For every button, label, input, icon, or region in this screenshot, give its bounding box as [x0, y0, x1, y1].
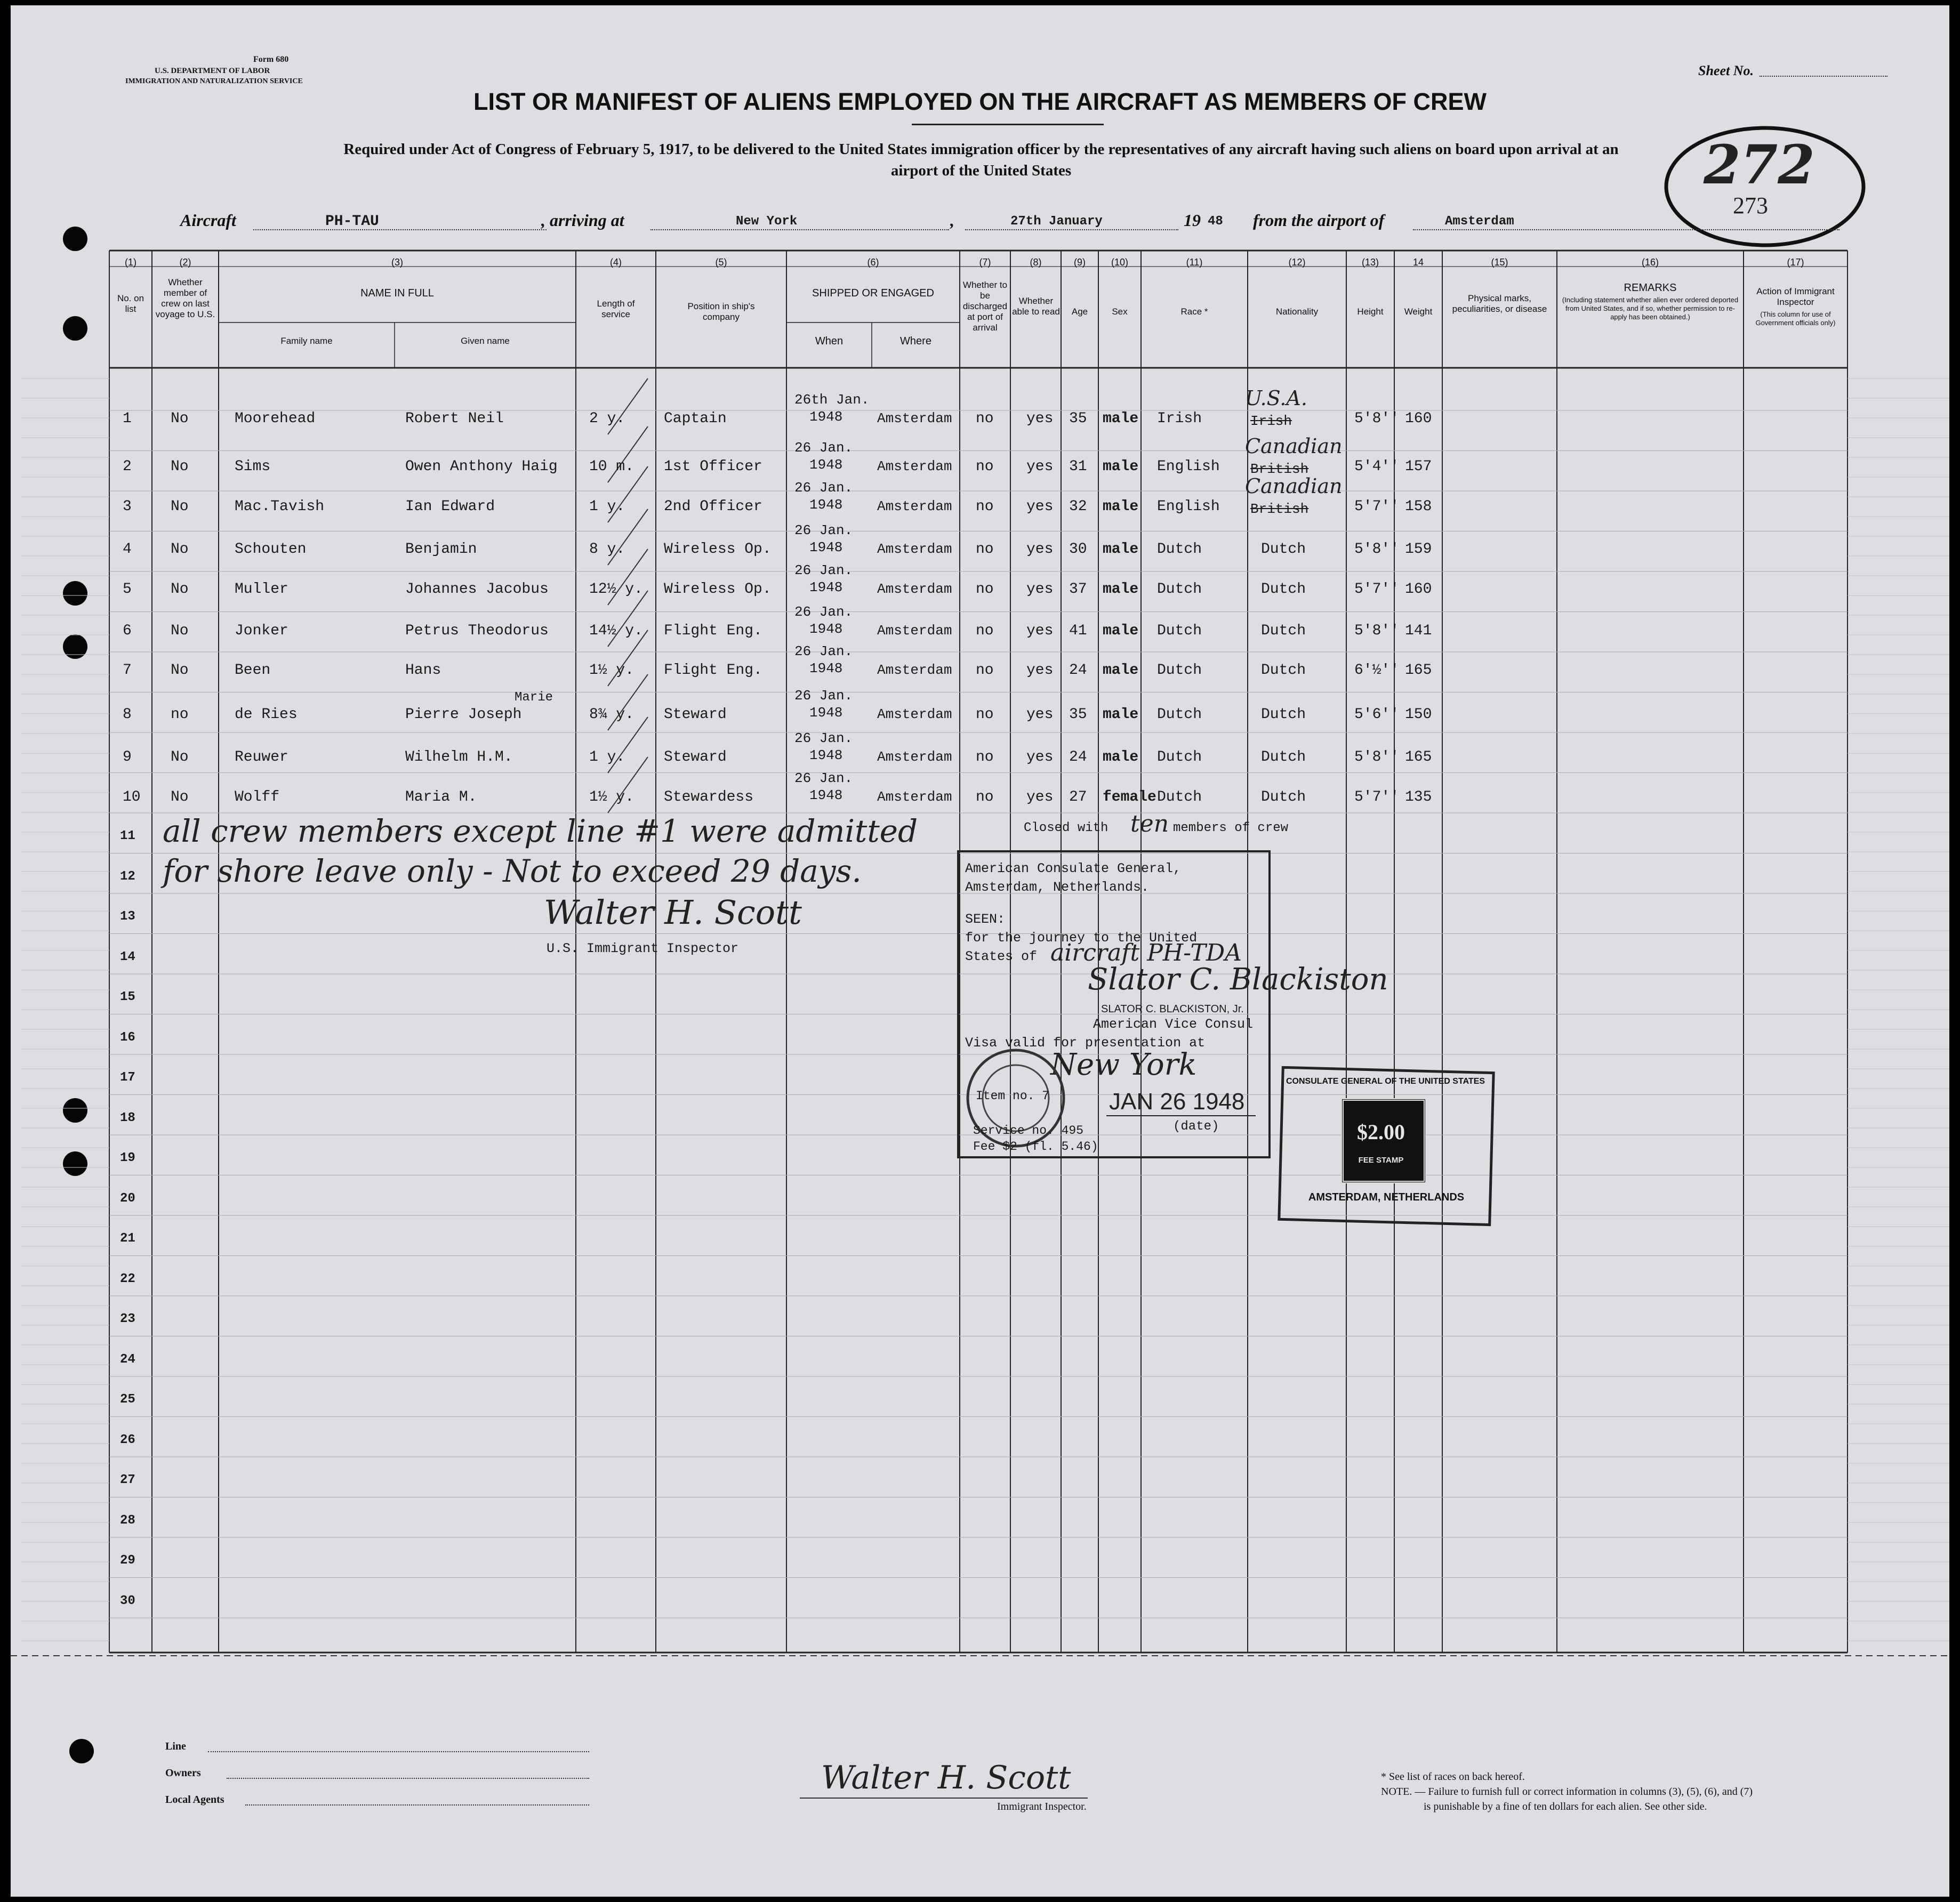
line-number: 26: [120, 1432, 135, 1447]
row-discharged: no: [976, 581, 994, 598]
row-race: English: [1157, 498, 1220, 515]
row-age: 37: [1069, 581, 1087, 598]
row-nationality-handwritten: U.S.A.: [1245, 386, 1307, 410]
row-position: Wireless Op.: [664, 581, 772, 598]
row-number: 5: [123, 581, 132, 598]
admission-note-line2: for shore leave only - Not to exceed 29 days.: [163, 853, 862, 889]
col6-where-label: Where: [900, 335, 931, 347]
vice-consul-title: American Vice Consul: [1093, 1017, 1254, 1032]
row-shipped-where: Amsterdam: [877, 623, 952, 639]
row-race: Dutch: [1157, 662, 1202, 679]
row-able-to-read: yes: [1026, 706, 1054, 723]
row-shipped-when: 26 Jan.: [794, 770, 853, 786]
col17-label: Action of Immigrant Inspector: [1756, 286, 1835, 307]
col3-number: (3): [391, 257, 403, 268]
row-height: 5'7'': [1354, 498, 1400, 515]
row-weight: 157: [1405, 458, 1432, 475]
line-number: 27: [120, 1473, 135, 1487]
row-number: 4: [123, 541, 132, 558]
row-weight: 150: [1405, 706, 1432, 723]
row-position: Steward: [664, 749, 727, 765]
row-discharged: no: [976, 458, 994, 475]
row-sex: male: [1103, 498, 1139, 515]
row-age: 35: [1069, 410, 1087, 427]
subtitle-line2: airport of the United States: [890, 162, 1072, 179]
row-number: 1: [123, 410, 132, 427]
col6-when-label: When: [815, 335, 844, 347]
row-weight: 160: [1405, 581, 1432, 598]
vice-consul-name: SLATOR C. BLACKISTON, Jr.: [1101, 1003, 1244, 1015]
row-sex: male: [1103, 749, 1139, 765]
row-discharged: no: [976, 498, 994, 515]
row-nationality: Dutch: [1261, 662, 1306, 679]
row-number: 9: [123, 749, 132, 765]
row-position: 1st Officer: [664, 458, 762, 475]
row-shipped-when: 26 Jan.: [794, 562, 853, 578]
row-shipped-when: 26 Jan.: [794, 440, 853, 456]
row-nationality: Dutch: [1261, 623, 1306, 639]
col8-label: Whether able to read: [1012, 296, 1060, 317]
row-given-name: Owen Anthony Haig: [405, 458, 558, 475]
row-shipped-where: Amsterdam: [877, 706, 952, 722]
col3-family-label: Family name: [280, 336, 333, 346]
row-given-name: Johannes Jacobus: [405, 581, 549, 598]
row-last-voyage: No: [171, 458, 189, 475]
footer-signature: Walter H. Scott: [821, 1759, 1071, 1796]
row-discharged: no: [976, 706, 994, 723]
line-number: 22: [120, 1271, 135, 1286]
row-last-voyage: No: [171, 789, 189, 805]
closed-prefix: Closed with: [1024, 821, 1108, 835]
col6-label: SHIPPED OR ENGAGED: [812, 287, 934, 299]
row-nationality-handwritten: Canadian: [1245, 434, 1343, 458]
row-able-to-read: yes: [1026, 789, 1054, 805]
row-given-name: Hans: [405, 662, 441, 679]
col4-number: (4): [610, 257, 622, 268]
row-shipped-where: Amsterdam: [877, 458, 952, 474]
row-weight: 165: [1405, 662, 1432, 679]
row-length-of-service: 8¾ y.: [589, 706, 634, 723]
row-race: Dutch: [1157, 749, 1202, 765]
col1-number: (1): [125, 257, 136, 268]
service: IMMIGRATION AND NATURALIZATION SERVICE: [125, 77, 303, 85]
manifest-sheet: [11, 5, 1949, 1897]
row-length-of-service: 14½ y.: [589, 623, 643, 639]
row-last-voyage: No: [171, 662, 189, 679]
line-number: 23: [120, 1312, 135, 1326]
row-age: 24: [1069, 662, 1087, 679]
row-shipped-year: 1948: [809, 705, 843, 721]
row-able-to-read: yes: [1026, 458, 1054, 475]
col17-number: (17): [1787, 257, 1804, 268]
footer-agents-rule: [245, 1804, 589, 1806]
row-able-to-read: yes: [1026, 498, 1054, 515]
footer-owners-rule: [227, 1778, 589, 1779]
fee-stamp-amount: $2.00: [1357, 1120, 1405, 1144]
col9-number: (9): [1074, 257, 1086, 268]
line-number: 11: [120, 829, 135, 843]
col6-number: (6): [867, 257, 879, 268]
fee-stamp-top: CONSULATE GENERAL OF THE UNITED STATES: [1286, 1077, 1485, 1086]
row-position: Captain: [664, 410, 727, 427]
row-sex: male: [1103, 706, 1139, 723]
row-discharged: no: [976, 662, 994, 679]
closed-suffix: members of crew: [1173, 821, 1289, 835]
row-shipped-when: 26th Jan.: [794, 392, 870, 408]
footer-inspector-label: Immigrant Inspector.: [997, 1801, 1087, 1812]
row-position: Steward: [664, 706, 727, 723]
row-position: Stewardess: [664, 789, 754, 805]
footer-note2: NOTE. — Failure to furnish full or correct information in columns (3), (5), (6), and (7): [1381, 1786, 1753, 1798]
row-given-name: Benjamin: [405, 541, 477, 558]
row-given-name: Pierre Joseph: [405, 706, 522, 723]
row-weight: 141: [1405, 623, 1432, 639]
col2-label: Whether member of crew on last voyage to U.S.: [155, 277, 215, 319]
col7-label: Whether to be discharged at port of arrival: [962, 280, 1008, 333]
arriving-value: New York: [736, 214, 798, 229]
line-number: 24: [120, 1352, 135, 1367]
row-discharged: no: [976, 410, 994, 427]
row-sex: male: [1103, 662, 1139, 679]
page-number-stamped: 273: [1733, 192, 1768, 219]
inspector-signature: Walter H. Scott: [544, 893, 802, 932]
row-number: 6: [123, 623, 132, 639]
row-age: 35: [1069, 706, 1087, 723]
row-last-voyage: No: [171, 498, 189, 515]
line-number: 19: [120, 1151, 135, 1165]
year-prefix: 19: [1184, 211, 1201, 230]
row-nationality: Dutch: [1261, 749, 1306, 765]
row-shipped-where: Amsterdam: [877, 498, 952, 514]
inspector-label: U.S. Immigrant Inspector: [547, 941, 739, 956]
row-race: Dutch: [1157, 623, 1202, 639]
from-label: from the airport of: [1253, 211, 1385, 230]
col9-label: Age: [1071, 307, 1088, 317]
row-nationality-struck: British: [1250, 461, 1309, 477]
line-number: 29: [120, 1553, 135, 1568]
row-shipped-when: 26 Jan.: [794, 480, 853, 496]
col15-number: (15): [1491, 257, 1508, 268]
row-shipped-year: 1948: [809, 497, 843, 513]
consulate-states-of: States of: [965, 949, 1038, 964]
consulate-line2: Amsterdam, Netherlands.: [965, 880, 1150, 895]
row-shipped-year: 1948: [809, 409, 843, 425]
footer-signature-rule: [800, 1798, 1088, 1799]
row-race: English: [1157, 458, 1220, 475]
row-number: 7: [123, 662, 132, 679]
fee-stamp-bottom: AMSTERDAM, NETHERLANDS: [1308, 1191, 1465, 1203]
row-sex: male: [1103, 581, 1139, 598]
date-value: 27th January: [1010, 214, 1103, 229]
row-number: 8: [123, 706, 132, 723]
page-number-handwritten: 272: [1704, 133, 1815, 196]
row-number: 3: [123, 498, 132, 515]
line-number: 18: [120, 1110, 135, 1125]
col11-number: (11): [1186, 257, 1203, 268]
row-last-voyage: No: [171, 541, 189, 558]
footer-note1: * See list of races on back hereof.: [1381, 1771, 1525, 1783]
row-given-name-extra: Marie: [515, 690, 553, 705]
row-weight: 160: [1405, 410, 1432, 427]
row-sex: male: [1103, 623, 1139, 639]
row-race: Dutch: [1157, 706, 1202, 723]
row-race: Irish: [1157, 410, 1202, 427]
row-shipped-year: 1948: [809, 787, 843, 803]
page-title: LIST OR MANIFEST OF ALIENS EMPLOYED ON THE AIRCRAFT AS MEMBERS OF CREW: [473, 88, 1487, 115]
row-age: 27: [1069, 789, 1087, 805]
row-shipped-when: 26 Jan.: [794, 643, 853, 659]
department: U.S. DEPARTMENT OF LABOR: [155, 67, 270, 75]
row-able-to-read: yes: [1026, 541, 1054, 558]
row-able-to-read: yes: [1026, 623, 1054, 639]
consulate-journey: for the journey to the United: [965, 930, 1198, 946]
row-age: 24: [1069, 749, 1087, 765]
consulate-seen: SEEN:: [965, 912, 1006, 927]
row-family-name: Wolff: [235, 789, 280, 805]
row-height: 5'4'': [1354, 458, 1400, 475]
row-shipped-when: 26 Jan.: [794, 730, 853, 746]
visa-item-no: Item no. 7: [976, 1089, 1050, 1103]
line-number: 21: [120, 1231, 135, 1246]
visa-place: New York: [1050, 1047, 1197, 1082]
aircraft-label: Aircraft: [180, 211, 236, 230]
col4-label: Length of service: [597, 299, 635, 319]
row-given-name: Robert Neil: [405, 410, 504, 427]
line-number: 13: [120, 909, 135, 924]
row-family-name: Been: [235, 662, 271, 679]
line-number: 16: [120, 1030, 135, 1045]
sheet-number-label: Sheet No.: [1698, 63, 1754, 78]
row-length-of-service: 10 m.: [589, 458, 634, 475]
row-given-name: Ian Edward: [405, 498, 495, 515]
footer-agents-label: Local Agents: [165, 1794, 224, 1806]
row-shipped-year: 1948: [809, 747, 843, 763]
row-family-name: Sims: [235, 458, 271, 475]
col7-number: (7): [979, 257, 991, 268]
row-given-name: Maria M.: [405, 789, 477, 805]
row-height: 5'6'': [1354, 706, 1400, 723]
row-last-voyage: no: [171, 706, 189, 723]
col13-label: Height: [1357, 307, 1384, 317]
row-height: 5'8'': [1354, 749, 1400, 765]
col14-number: 14: [1412, 257, 1424, 268]
row-shipped-when: 26 Jan.: [794, 604, 853, 620]
row-able-to-read: yes: [1026, 410, 1054, 427]
row-able-to-read: yes: [1026, 581, 1054, 598]
col10-label: Sex: [1112, 307, 1128, 317]
col5-label: Position in ship's company: [687, 301, 755, 322]
visa-valid: Visa valid for presentation at: [965, 1035, 1206, 1051]
row-shipped-where: Amsterdam: [877, 581, 952, 597]
consulate-line1: American Consulate General,: [965, 861, 1182, 876]
row-last-voyage: No: [171, 581, 189, 598]
arriving-label: , arriving at: [541, 211, 624, 230]
row-shipped-where: Amsterdam: [877, 749, 952, 765]
row-family-name: Jonker: [235, 623, 288, 639]
row-family-name: Reuwer: [235, 749, 288, 765]
row-nationality: Dutch: [1261, 706, 1306, 723]
row-discharged: no: [976, 749, 994, 765]
row-length-of-service: 1½ y.: [589, 789, 634, 805]
row-weight: 165: [1405, 749, 1432, 765]
col17-sub: (This column for use of Government officials only): [1755, 310, 1836, 327]
visa-date: JAN 26 1948: [1109, 1089, 1245, 1115]
row-shipped-where: Amsterdam: [877, 662, 952, 678]
admission-note-line1: all crew members except line #1 were admitted: [163, 813, 918, 849]
col2-number: (2): [179, 257, 191, 268]
line-number: 15: [120, 990, 135, 1004]
row-height: 5'7'': [1354, 581, 1400, 598]
footer-line-label: Line: [165, 1740, 186, 1752]
visa-fee: Fee $2 (fl. 5.46): [973, 1140, 1098, 1154]
col12-label: Nationality: [1275, 307, 1319, 317]
row-sex: female: [1103, 789, 1156, 805]
col8-number: (8): [1030, 257, 1042, 268]
row-nationality: Dutch: [1261, 541, 1306, 558]
col14-label: Weight: [1404, 307, 1433, 317]
row-last-voyage: No: [171, 623, 189, 639]
col1-label: No. on list: [117, 293, 144, 314]
line-number: 14: [120, 949, 135, 964]
year-value: 48: [1208, 214, 1223, 229]
line-number: 17: [120, 1070, 135, 1085]
row-family-name: Muller: [235, 581, 288, 598]
row-race: Dutch: [1157, 541, 1202, 558]
row-length-of-service: 12½ y.: [589, 581, 643, 598]
col3-label: NAME IN FULL: [360, 287, 434, 299]
row-position: 2nd Officer: [664, 498, 762, 515]
row-shipped-year: 1948: [809, 660, 843, 676]
row-nationality: Dutch: [1261, 789, 1306, 805]
col12-number: (12): [1288, 257, 1306, 268]
line-number: 30: [120, 1593, 135, 1608]
row-shipped-year: 1948: [809, 579, 843, 595]
row-last-voyage: No: [171, 410, 189, 427]
row-nationality-handwritten: Canadian: [1245, 474, 1343, 498]
fee-stamp-label: FEE STAMP: [1358, 1156, 1404, 1165]
subtitle-line1: Required under Act of Congress of February 5, 1917, to be delivered to the United States immigration officer by the representatives of any aircraft having such aliens on board upon arrival at an: [343, 141, 1619, 158]
col16-number: (16): [1641, 257, 1659, 268]
visa-date-line: [1106, 1115, 1256, 1116]
footer-line-rule: [208, 1751, 589, 1752]
row-given-name: Petrus Theodorus: [405, 623, 549, 639]
row-last-voyage: No: [171, 749, 189, 765]
row-discharged: no: [976, 789, 994, 805]
row-length-of-service: 1½ y.: [589, 662, 634, 679]
row-length-of-service: 8 y.: [589, 541, 625, 558]
col10-number: (10): [1111, 257, 1128, 268]
from-value: Amsterdam: [1445, 214, 1514, 229]
row-family-name: de Ries: [235, 706, 298, 723]
row-position: Wireless Op.: [664, 541, 772, 558]
col5-number: (5): [715, 257, 727, 268]
line-number: 12: [120, 869, 135, 884]
row-family-name: Mac.Tavish: [235, 498, 325, 515]
row-shipped-where: Amsterdam: [877, 789, 952, 805]
row-shipped-when: 26 Jan.: [794, 688, 853, 704]
row-weight: 159: [1405, 541, 1432, 558]
row-family-name: Moorehead: [235, 410, 316, 427]
row-shipped-where: Amsterdam: [877, 410, 952, 426]
line-number: 25: [120, 1392, 135, 1407]
row-age: 41: [1069, 623, 1087, 639]
row-number: 10: [123, 789, 141, 805]
line-number: 20: [120, 1191, 135, 1206]
row-height: 5'8'': [1354, 410, 1400, 427]
visa-service-no: Service no. 495: [973, 1124, 1084, 1138]
row-length-of-service: 1 y.: [589, 749, 625, 765]
row-age: 32: [1069, 498, 1087, 515]
row-height: 6'½'': [1354, 662, 1400, 679]
row-number: 2: [123, 458, 132, 475]
col11-label: Race *: [1180, 307, 1208, 317]
aircraft-value: PH-TAU: [325, 213, 379, 230]
row-race: Dutch: [1157, 581, 1202, 598]
footer-note3: is punishable by a fine of ten dollars for each alien. See other side.: [1424, 1801, 1707, 1812]
visa-date-label: (date): [1173, 1119, 1219, 1134]
row-able-to-read: yes: [1026, 749, 1054, 765]
row-family-name: Schouten: [235, 541, 307, 558]
row-height: 5'8'': [1354, 541, 1400, 558]
row-age: 31: [1069, 458, 1087, 475]
vice-consul-signature: Slator C. Blackiston: [1088, 962, 1388, 997]
footer-owners-label: Owners: [165, 1767, 201, 1779]
row-position: Flight Eng.: [664, 623, 762, 639]
row-able-to-read: yes: [1026, 662, 1054, 679]
row-nationality-struck: British: [1250, 501, 1309, 517]
row-nationality-struck: Irish: [1250, 413, 1292, 429]
col16-label: REMARKS: [1624, 282, 1677, 294]
row-discharged: no: [976, 541, 994, 558]
form-number: Form 680: [253, 55, 289, 64]
row-weight: 158: [1405, 498, 1432, 515]
row-discharged: no: [976, 623, 994, 639]
col16-sub: (Including statement whether alien ever ordered deported from United States, and if so, whether permission to re-apply has been obtained.): [1562, 296, 1739, 321]
row-weight: 135: [1405, 789, 1432, 805]
row-sex: male: [1103, 541, 1139, 558]
col15-label: Physical marks, peculiarities, or disease: [1452, 293, 1547, 314]
row-race: Dutch: [1157, 789, 1202, 805]
row-shipped-year: 1948: [809, 621, 843, 637]
row-length-of-service: 2 y.: [589, 410, 625, 427]
row-sex: male: [1103, 410, 1139, 427]
row-shipped-year: 1948: [809, 457, 843, 473]
row-given-name: Wilhelm H.M.: [405, 749, 513, 765]
closed-count: ten: [1130, 810, 1169, 837]
col13-number: (13): [1361, 257, 1379, 268]
row-height: 5'8'': [1354, 623, 1400, 639]
row-nationality: Dutch: [1261, 581, 1306, 598]
row-age: 30: [1069, 541, 1087, 558]
line-number: 28: [120, 1513, 135, 1528]
row-shipped-when: 26 Jan.: [794, 522, 853, 538]
comma: ,: [950, 211, 954, 230]
row-sex: male: [1103, 458, 1139, 475]
row-position: Flight Eng.: [664, 662, 762, 679]
row-shipped-where: Amsterdam: [877, 541, 952, 557]
row-length-of-service: 1 y.: [589, 498, 625, 515]
row-height: 5'7'': [1354, 789, 1400, 805]
col3-given-label: Given name: [461, 336, 510, 346]
consulate-aircraft: aircraft PH-TDA: [1050, 939, 1242, 966]
row-shipped-year: 1948: [809, 539, 843, 555]
